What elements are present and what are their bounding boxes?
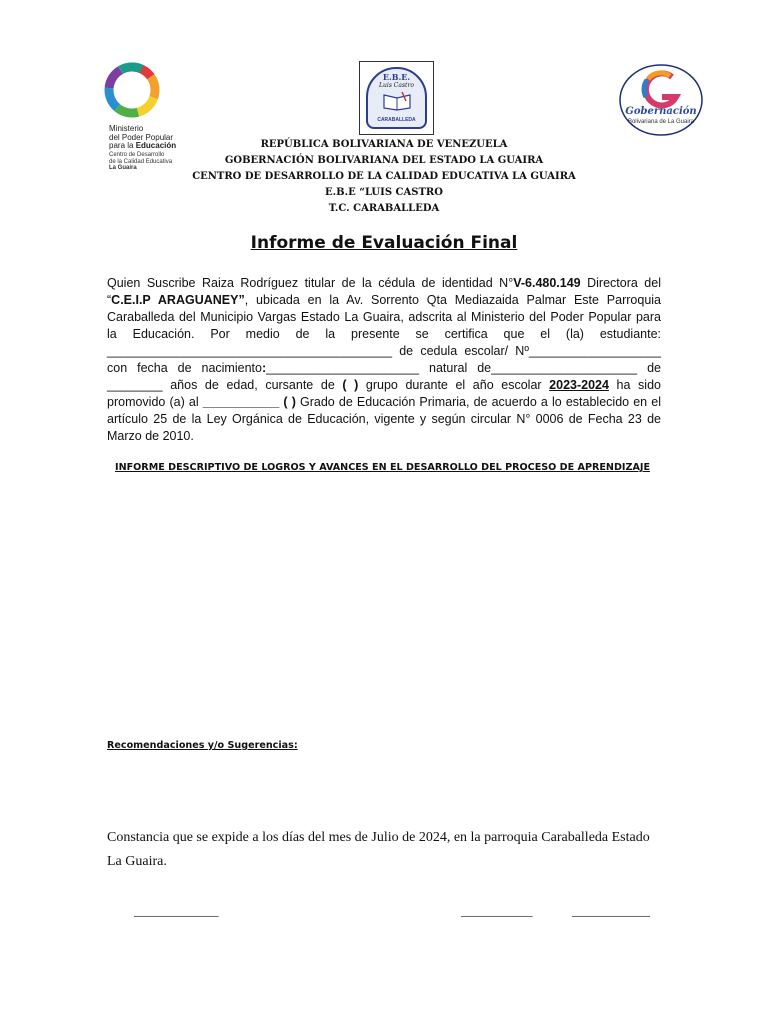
header-line-centro: CENTRO DE DESARROLLO DE LA CALIDAD EDUCATIVA LA GUAIRA <box>192 171 576 182</box>
body-line-2: “C.E.I.P ARAGUANEY”, ubicada en la Av. Sorrento Qta Mediazaida Palmar Este Parroquia <box>107 293 662 307</box>
body-line-5: _________________________________________ de cedula escolar/ Nº___________________ <box>107 344 661 358</box>
school-name: C.E.I.P ARAGUANEY” <box>111 293 245 307</box>
gobernacion-title: Gobernación <box>625 106 697 117</box>
ministerio-name: Ministerio del Poder Popular para la Educación <box>109 124 177 150</box>
gobernacion-subtitle: Bolivariana de La Guaira <box>627 119 695 125</box>
body-line-4: la Educación. Por medio de la presente se certifica que el (la) estudiante: <box>107 327 661 341</box>
birthdate-blank: ______________________ <box>266 361 420 375</box>
header-line-school: E.B.E “LUIS CASTRO <box>325 187 443 198</box>
body-line-9: artículo 25 de la Ley Orgánica de Educación, vigente y según circular N° 0006 de Fecha 23 de <box>107 412 661 426</box>
recommendations-heading: Recomendaciones y/o Sugerencias: <box>107 740 298 751</box>
body-line-7: ________ años de edad, cursante de ( ) grupo durante el año escolar 2023-2024 ha sido <box>107 378 661 392</box>
body-line-10: Marzo de 2010. <box>107 429 194 443</box>
birthplace-blank: _____________________ <box>491 361 638 375</box>
signature-line-left: _____________ <box>134 903 219 918</box>
book-icon <box>382 91 412 111</box>
closing-line-1: Constancia que se expide a los días del mes de Julio de 2024, en la parroquia Caraballeda Estado <box>107 830 650 845</box>
ebe-shield-icon: E.B.E. Luis Castro CARABALLEDA <box>366 67 427 129</box>
signature-line-middle: ___________ <box>461 903 533 918</box>
header-line-republica: REPÚBLICA BOLIVARIANA DE VENEZUELA <box>260 139 508 150</box>
signature-line-right: ____________ <box>572 903 650 918</box>
age-blank: ________ <box>107 378 163 392</box>
ebe-luis-castro-logo <box>359 61 434 135</box>
school-id-blank: ___________________ <box>528 344 661 358</box>
gobernacion-emblem-icon <box>618 63 704 137</box>
body-line-3: Caraballeda del Municipio Vargas Estado La Guaira, adscrita al Ministerio del Poder Popular para <box>107 310 661 324</box>
body-line-6: con fecha de nacimiento:______________________ natural de_____________________ de <box>107 361 661 375</box>
header-line-gobernacion: GOBERNACIÓN BOLIVARIANA DEL ESTADO LA GUAIRA <box>224 155 544 166</box>
director-id: V-6.480.149 <box>513 276 581 290</box>
ministerio-subunit: Centro de Desarrollo de la Calidad Educativa La Guaira <box>109 152 173 171</box>
student-name-blank: _________________________________________ <box>107 344 393 358</box>
closing-line-2: La Guaira. <box>107 854 167 869</box>
gobernacion-la-guaira-logo <box>618 63 704 137</box>
school-year: 2023-2024 <box>549 378 609 392</box>
document-title: Informe de Evaluación Final <box>250 233 518 253</box>
descriptive-report-heading: INFORME DESCRIPTIVO DE LOGROS Y AVANCES EN EL DESARROLLO DEL PROCESO DE APRENDIZAJE <box>115 462 650 473</box>
header-line-location: T.C. CARABALLEDA <box>328 203 440 214</box>
grade-blank: ___________ <box>202 395 280 409</box>
body-line-8: promovido (a) al ___________ ( ) Grado de Educación Primaria, de acuerdo a lo establecido en el <box>107 395 661 409</box>
body-line-1: Quien Suscribe Raiza Rodríguez titular de la cédula de identidad N°V-6.480.149 Directora del <box>107 276 661 290</box>
